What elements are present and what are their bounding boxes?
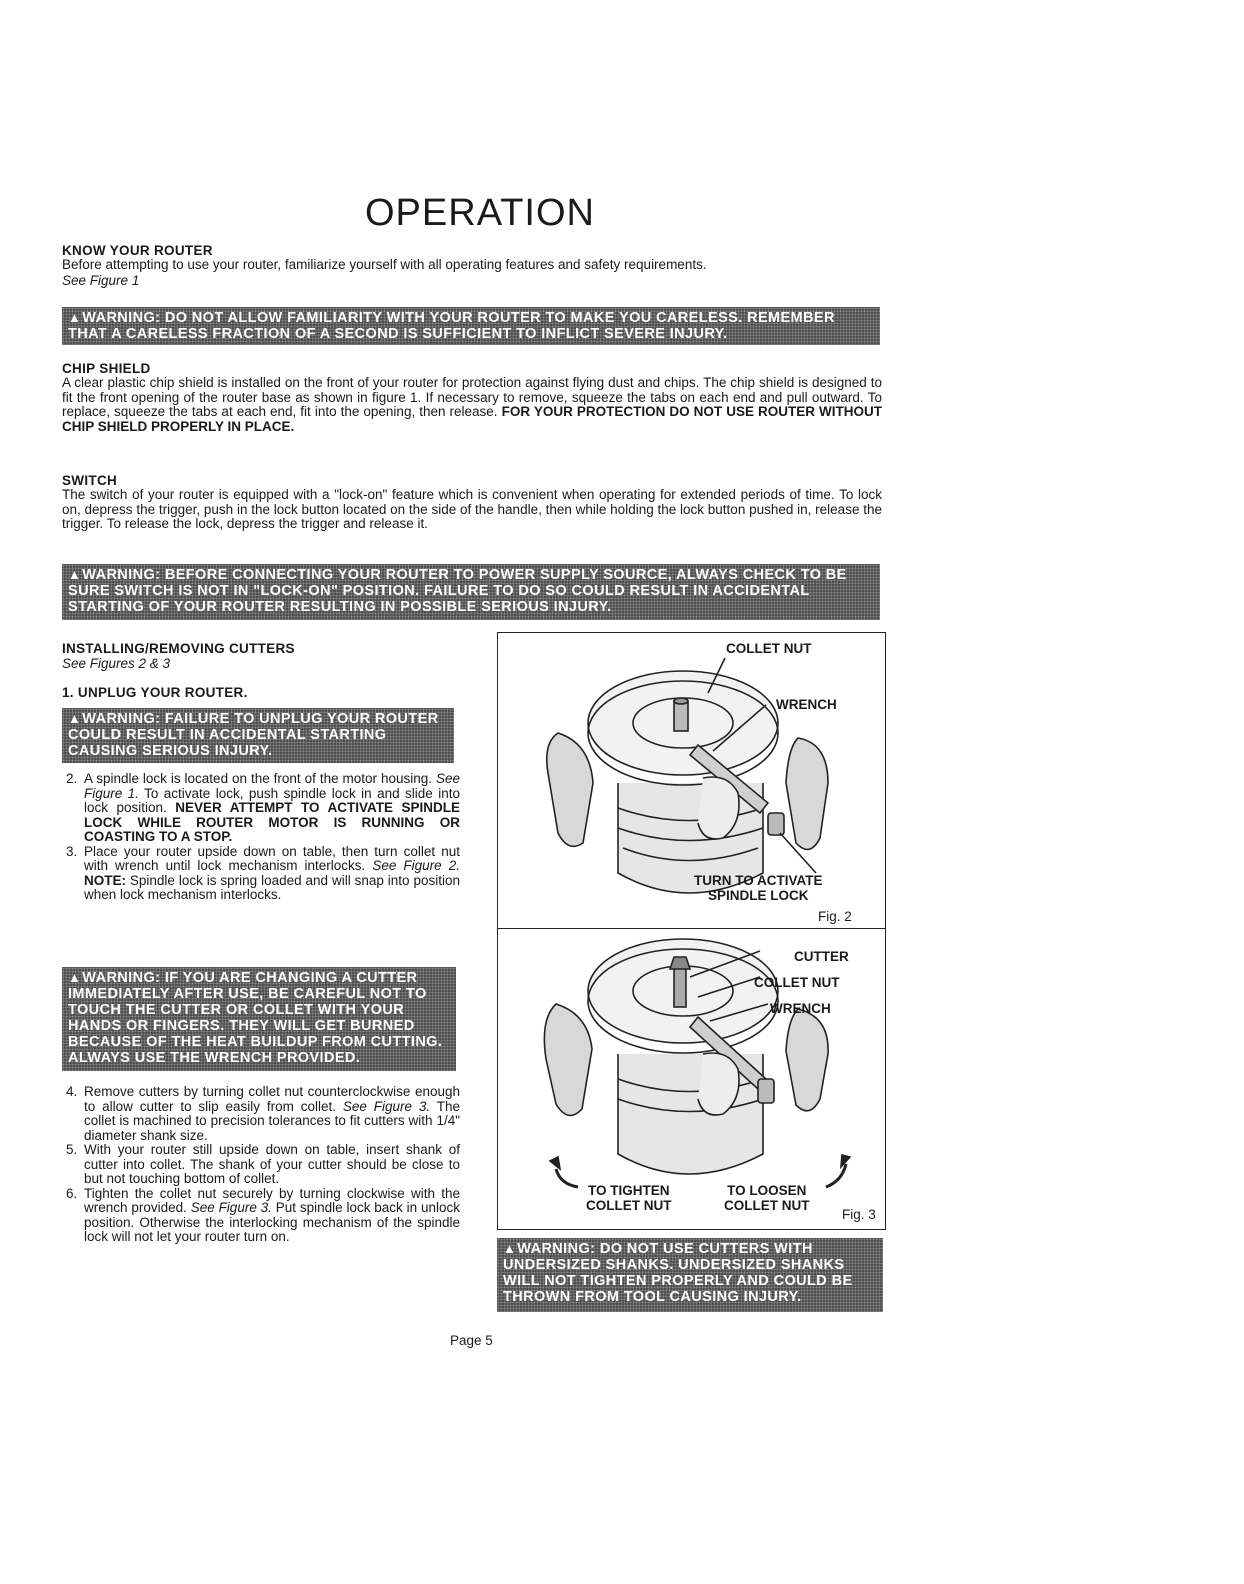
step2-text: A spindle lock is located on the front of the motor housing. [84,771,433,786]
label-to-loosen [724,1183,810,1213]
steps-2-3 [62,772,460,903]
list-item [62,1085,460,1143]
warning-power [62,564,880,620]
step6-see: See Figure 3. [190,1200,272,1215]
step-number: 6. [66,1185,78,1201]
step-number: 4. [66,1084,78,1099]
warning-undersized-text: WARNING: DO NOT USE CUTTERS WITH UNDERSIZED SHANKS. UNDERSIZED SHANKS WILL NOT TIGHTEN PROPERLY AND COULD BE THROWN FROM TOOL CAUSING INJURY. [503,1241,853,1305]
label-turn-line2: SPINDLE LOCK [707,888,809,903]
step3-see: See Figure 2. [372,858,460,873]
step2-see: See Figure 1. [84,771,460,801]
warning-power-text: WARNING: BEFORE CONNECTING YOUR ROUTER TO POWER SUPPLY SOURCE, ALWAYS CHECK TO BE SURE SWITCH IS NOT IN "LOCK-ON" POSITION. FAILURE TO DO SO COULD RESULT IN ACCIDENTAL STARTING OF YOUR ROUTER RESULTING IN POSSIBLE SERIOUS INJURY. [68,567,847,615]
label-collet-nut: COLLET NUT [726,641,812,656]
list-item [62,772,460,845]
warning-triangle-icon: ▲ [503,1241,517,1256]
chip-heading: CHIP SHIELD [62,361,151,376]
warning-unplug-text: WARNING: FAILURE TO UNPLUG YOUR ROUTER COULD RESULT IN ACCIDENTAL STARTING CAUSING SERIOUS INJURY. [68,711,439,759]
warning-hot-cutter [62,967,456,1071]
label-loosen-line2: COLLET NUT [724,1198,810,1213]
page-title: OPERATION [365,192,595,234]
list-item [62,1143,460,1187]
label-cutter: CUTTER [794,949,849,964]
chip-text: A clear plastic chip shield is installed on the front of your router for protection against flying dust and chips. The chip shield is designed to fit the front opening of the router base as shown in figure 1. If necessary to remove, squeeze the tabs on each end and pull outward. To replace, squeeze the tabs at each end, fit into the opening, then release. [62,375,882,419]
step2-text-b: To activate lock, push spindle lock in and slide into lock position. [84,785,460,815]
label-wrench: WRENCH [770,1001,831,1016]
list-item [62,1187,460,1245]
step5-text: With your router still upside down on table, insert shank of cutter into collet. The shank of your cutter should be close to but not touching bottom of collet. [84,1142,460,1186]
chip-bold: FOR YOUR PROTECTION DO NOT USE ROUTER WITHOUT CHIP SHIELD PROPERLY IN PLACE. [62,404,882,434]
chip-text-block [62,376,882,434]
know-heading: KNOW YOUR ROUTER [62,243,213,258]
label-turn-line1: TURN TO ACTIVATE [694,873,823,888]
warning-undersized-shanks [497,1238,883,1312]
warning-familiarity-text: WARNING: DO NOT ALLOW FAMILIARITY WITH YOUR ROUTER TO MAKE YOU CARELESS. REMEMBER THAT A CARELESS FRACTION OF A SECOND IS SUFFICIENT TO INFLICT SEVERE INJURY. [68,310,835,342]
step3-note-label: NOTE: [84,872,126,888]
figure-2 [497,632,886,930]
step6-text-b: Put spindle lock back in unlock position. Otherwise the interlocking mechanism of the spindle lock will not let your router turn on. [84,1200,460,1244]
page-number: Page 5 [450,1333,493,1348]
figure-number: Fig. 3 [842,1207,876,1222]
cutters-heading: INSTALLING/REMOVING CUTTERS [62,641,295,656]
know-text: Before attempting to use your router, familiarize yourself with all operating features and safety requirements. [62,257,707,272]
label-loosen-line1: TO LOOSEN [727,1183,807,1198]
warning-triangle-icon: ▲ [68,310,82,325]
label-wrench: WRENCH [776,697,837,712]
label-turn-to-activate [694,873,823,903]
chip-section [62,361,882,434]
step2-bold: NEVER ATTEMPT TO ACTIVATE SPINDLE LOCK WHILE ROUTER MOTOR IS RUNNING OR COASTING TO A STOP. [84,800,460,844]
figure-3 [497,928,886,1230]
cutters-see: See Figures 2 & 3 [62,656,171,671]
step1-text: 1. UNPLUG YOUR ROUTER. [62,685,248,700]
switch-text: The switch of your router is equipped with a "lock-on" feature which is convenient when operating for extended periods of time. To lock on, depress the trigger, push in the lock button located on the side of the handle, then while holding the lock button pushed in, release the trigger. To release the lock, depress the trigger and release it. [62,487,882,531]
warning-unplug [62,708,454,763]
router-illustration-fig3 [498,929,884,1229]
label-tighten-line1: TO TIGHTEN [587,1183,670,1198]
warning-triangle-icon: ▲ [68,567,82,582]
list-item [62,845,460,903]
switch-heading: SWITCH [62,473,118,488]
step3-note: Spindle lock is spring loaded and will snap into position when lock mechanism interlocks. [84,872,460,902]
warning-triangle-icon: ▲ [68,711,82,726]
know-section [62,243,882,288]
steps-4-6 [62,1085,460,1245]
know-see: See Figure 1 [62,272,140,288]
warning-hot-cutter-text: WARNING: IF YOU ARE CHANGING A CUTTER IMMEDIATELY AFTER USE, BE CAREFUL NOT TO TOUCH THE CUTTER OR COLLET WITH YOUR HANDS OR FINGERS. THEY WILL GET BURNED BECAUSE OF THE HEAT BUILDUP FROM CUTTING. ALWAYS USE THE WRENCH PROVIDED. [68,970,443,1066]
label-to-tighten [586,1183,672,1213]
label-collet-nut: COLLET NUT [754,975,840,990]
step6-text: Tighten the collet nut securely by turning clockwise with the wrench provided. [84,1185,460,1215]
switch-section [62,473,882,532]
step-number: 3. [66,843,78,859]
cutters-section [62,641,462,700]
router-illustration-fig2 [498,633,884,928]
step-number: 5. [66,1142,78,1157]
figure-number: Fig. 2 [818,909,852,924]
step4-see: See Figure 3. [342,1098,431,1114]
warning-triangle-icon: ▲ [68,970,82,985]
step-number: 2. [66,771,78,786]
warning-familiarity [62,307,880,345]
step4-text-b: The collet is machined to precision tolerances to fit cutters with 1/4" diameter shank size. [84,1098,460,1143]
step4-text: Remove cutters by turning collet nut counterclockwise enough to allow cutter to slip easily from collet. [84,1084,460,1114]
label-tighten-line2: COLLET NUT [586,1198,672,1213]
step3-text: Place your router upside down on table, then turn collet nut with wrench until lock mechanism interlocks. [84,843,460,873]
